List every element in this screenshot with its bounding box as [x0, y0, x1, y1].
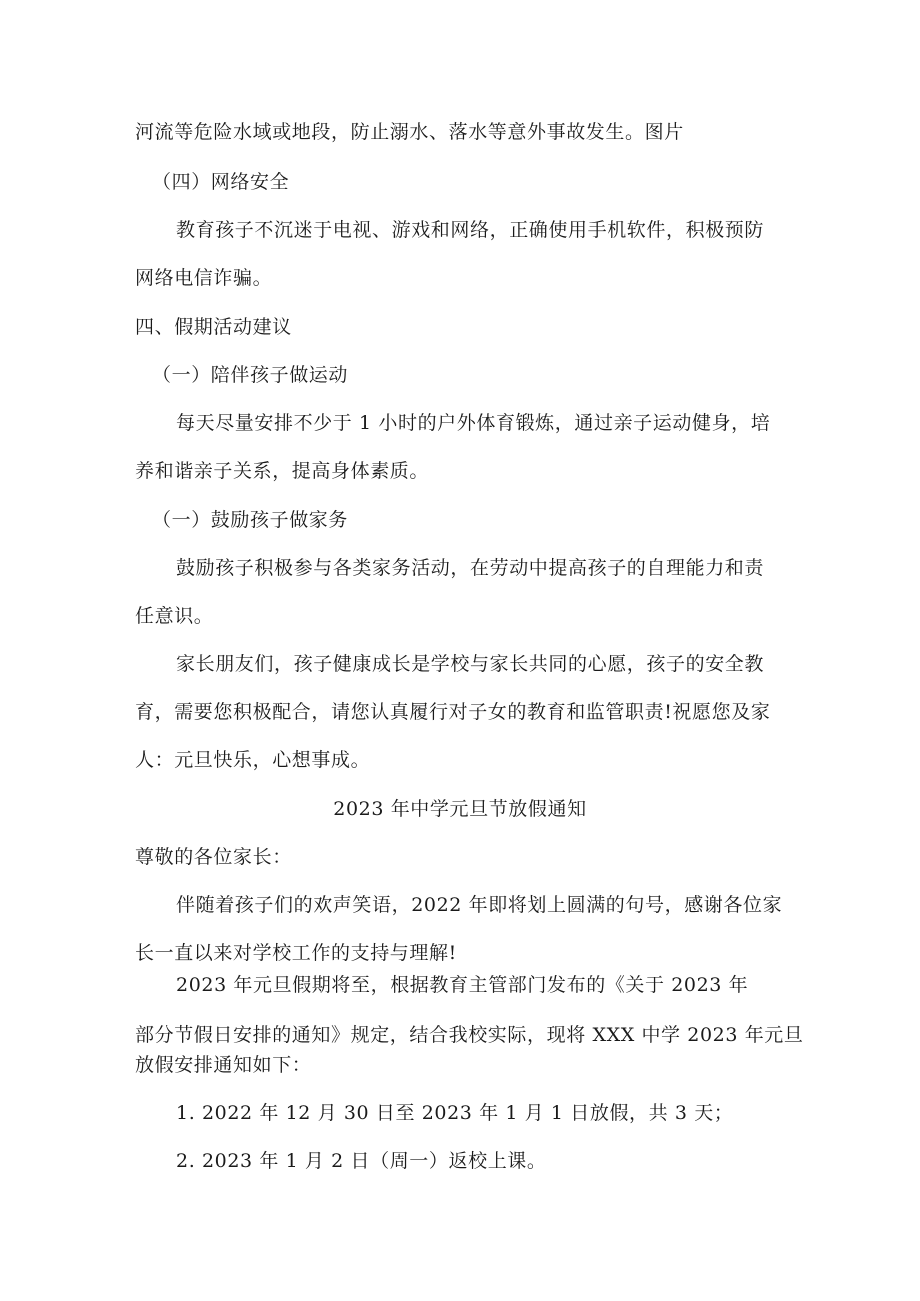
paragraph-line: 任意识。	[135, 605, 214, 627]
paragraph-line: 育，需要您积极配合，请您认真履行对子女的教育和监管职责!祝愿您及家	[135, 701, 771, 723]
paragraph-line: 长一直以来对学校工作的支持与理解!	[135, 942, 457, 964]
subsection-heading-exercise: （一）陪伴孩子做运动	[152, 364, 349, 386]
subsection-heading-housework: （一）鼓励孩子做家务	[152, 509, 349, 531]
subsection-heading-network-safety: （四）网络安全	[152, 171, 290, 193]
paragraph-line: 家长朋友们，孩子健康成长是学校与家长共同的心愿，孩子的安全教	[176, 653, 765, 675]
paragraph-line: 伴随着孩子们的欢声笑语，2022 年即将划上圆满的句号，感谢各位家	[176, 894, 783, 916]
paragraph-line: 教育孩子不沉迷于电视、游戏和网络，正确使用手机软件，积极预防	[176, 219, 765, 241]
section-heading-holiday-activities: 四、假期活动建议	[135, 316, 292, 338]
list-item: 1. 2022 年 12 月 30 日至 2023 年 1 月 1 日放假，共 3 天；	[176, 1102, 734, 1124]
notice-salutation: 尊敬的各位家长：	[135, 846, 292, 868]
paragraph-line: 人：元旦快乐，心想事成。	[135, 749, 371, 771]
paragraph-line: 网络电信诈骗。	[135, 267, 273, 289]
notice-title: 2023 年中学元旦节放假通知	[333, 798, 587, 820]
paragraph-line: 鼓励孩子积极参与各类家务活动，在劳动中提高孩子的自理能力和责	[176, 557, 765, 579]
paragraph-line: 每天尽量安排不少于 1 小时的户外体育锻炼，通过亲子运动健身，培	[176, 412, 771, 434]
paragraph-line: 部分节假日安排的通知》规定，结合我校实际，现将 XXX 中学 2023 年元旦	[135, 1024, 804, 1046]
paragraph-line: 养和谐亲子关系，提高身体素质。	[135, 460, 430, 482]
paragraph-line: 河流等危险水域或地段，防止溺水、落水等意外事故发生。图片	[135, 121, 684, 143]
paragraph-line: 2023 年元旦假期将至，根据教育主管部门发布的《关于 2023 年	[176, 974, 749, 996]
paragraph-line: 放假安排通知如下：	[135, 1054, 312, 1076]
list-item: 2. 2023 年 1 月 2 日（周一）返校上课。	[176, 1150, 547, 1172]
